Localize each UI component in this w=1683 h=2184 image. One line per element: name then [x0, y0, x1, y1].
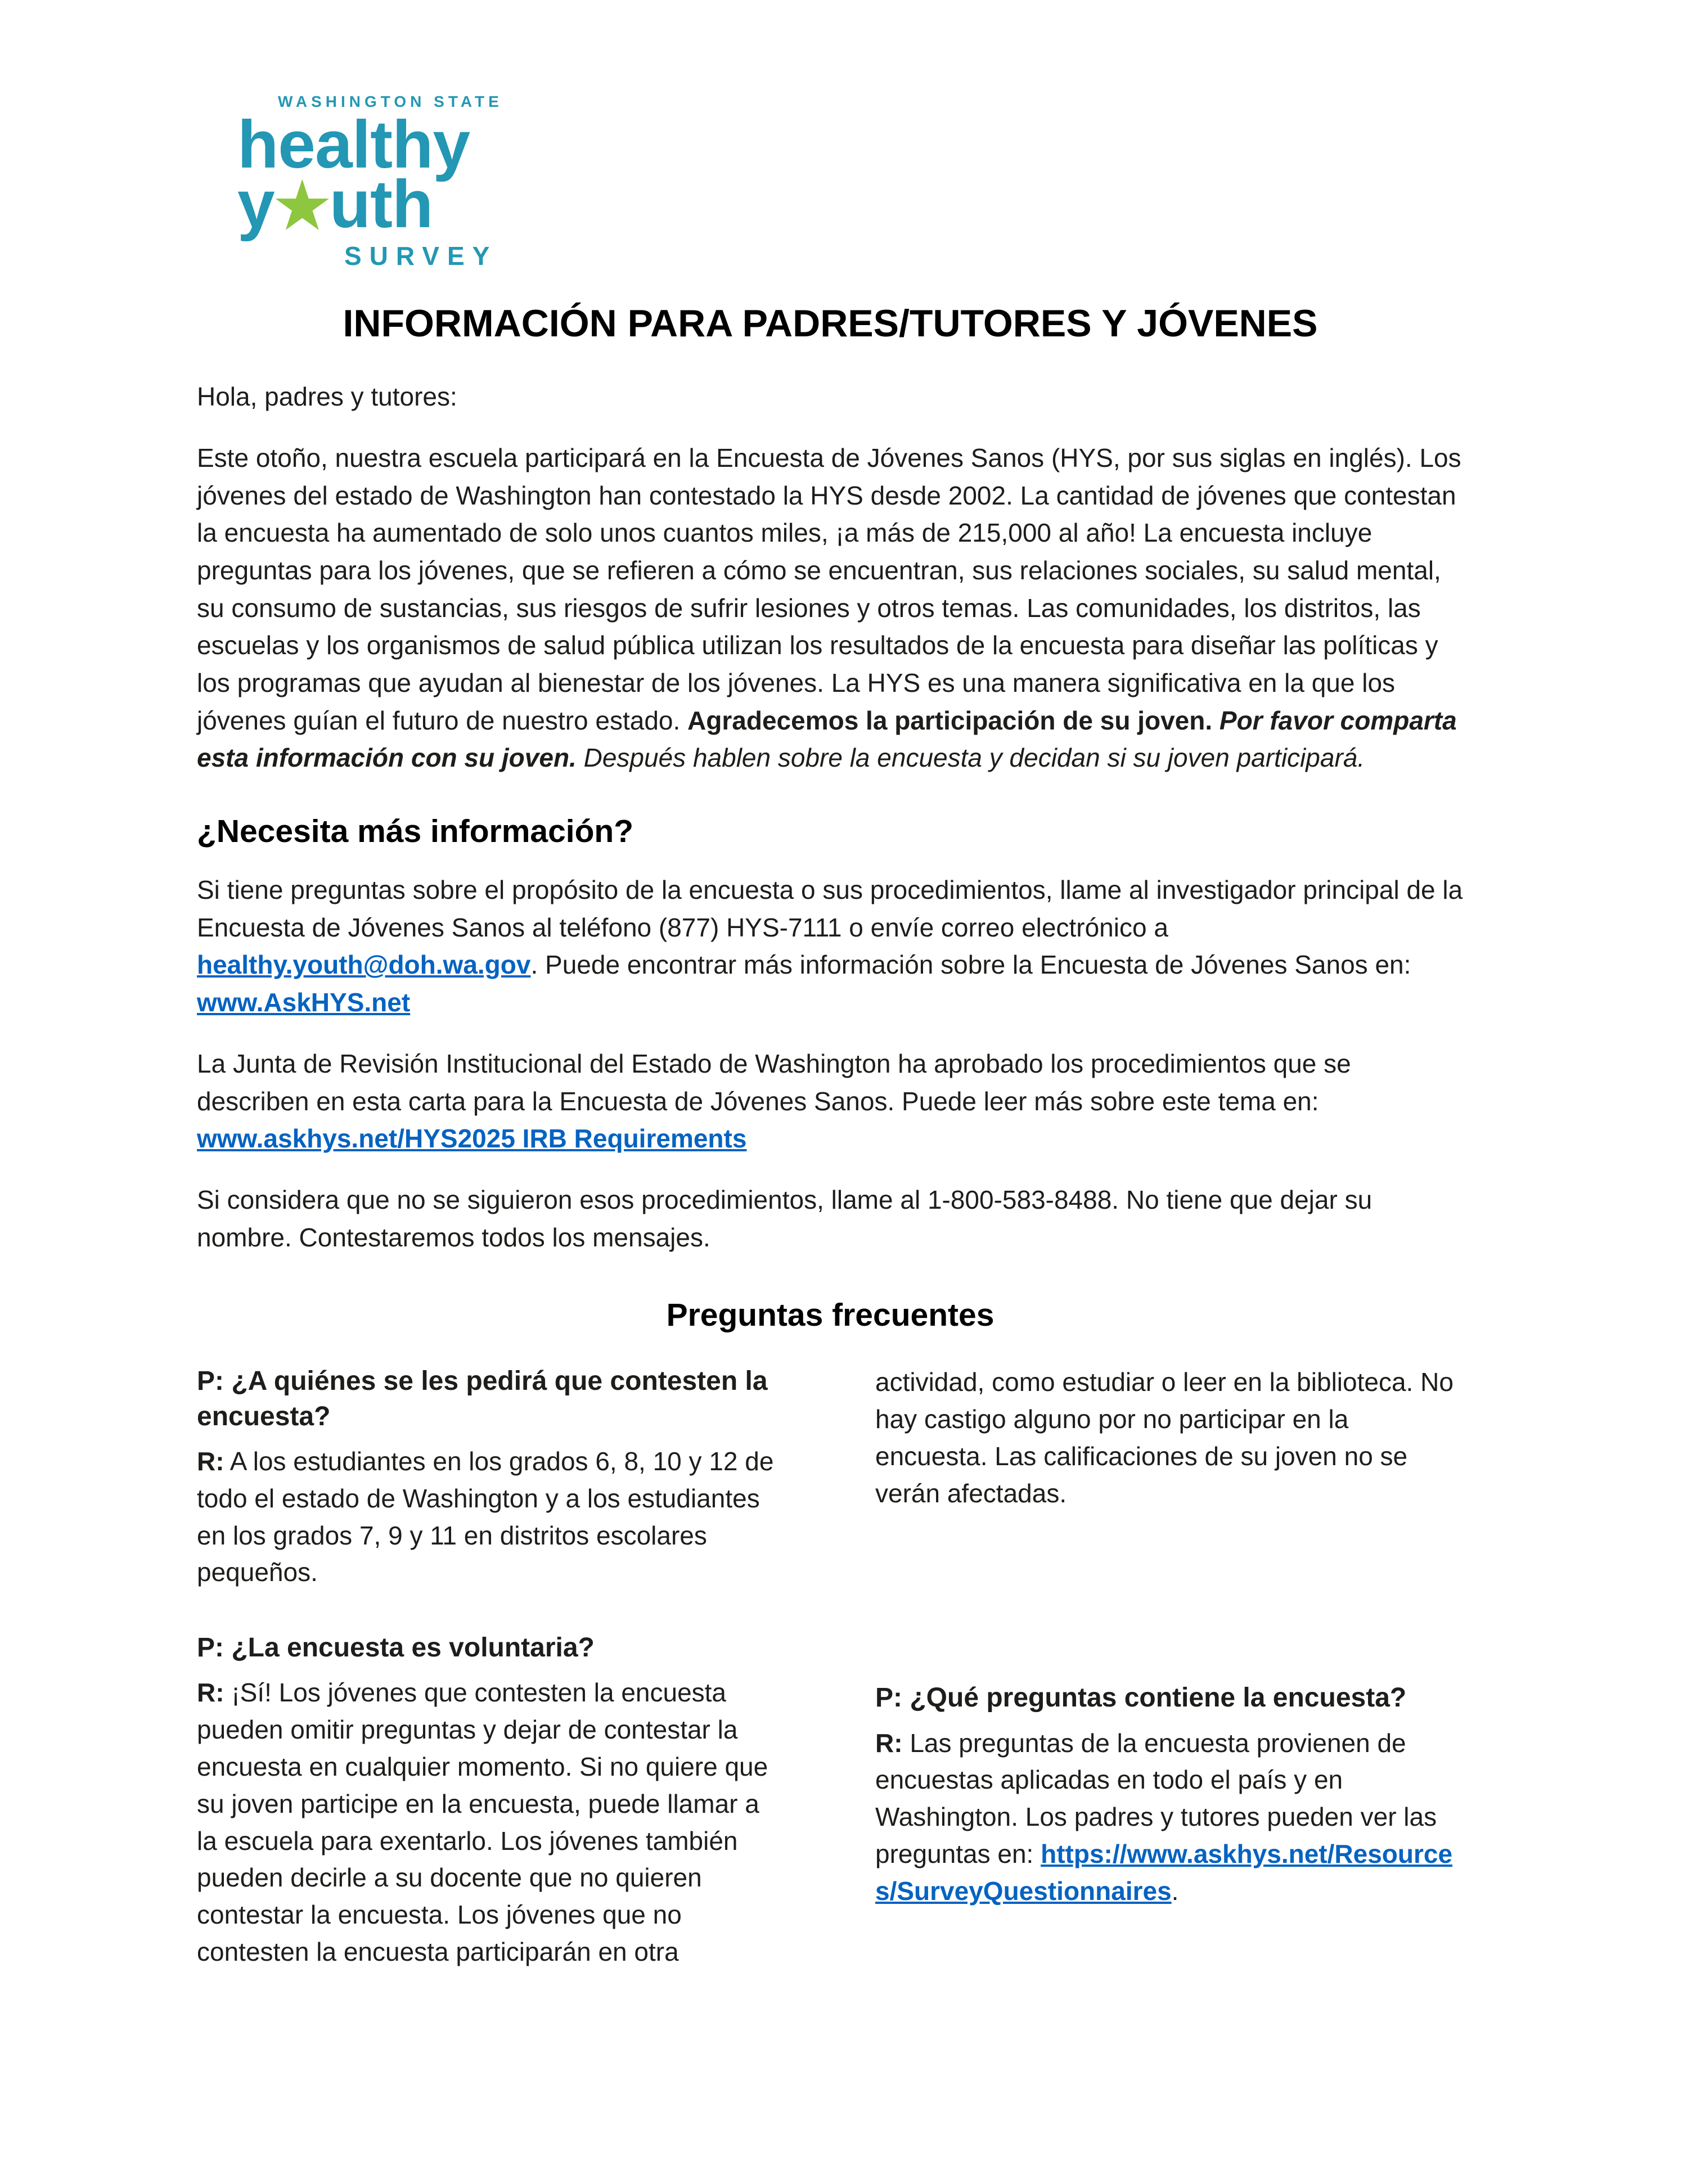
more-info-heading: ¿Necesita más información? [197, 813, 634, 850]
more-info-p2-text: La Junta de Revisión Institucional del Estado de Washington ha aprobado los procedimientos que se describen en esta carta para la Encuesta de Jóvenes Sanos. Puede leer más sobre este tema en: [197, 1048, 1351, 1116]
healthy-youth-survey-logo [237, 93, 1464, 271]
logo-youth-y: y [237, 166, 274, 242]
intro-bold-text: Agradecemos la participación de su joven. [687, 705, 1220, 735]
intro-bold-italic-text: Por favor comparta esta información con su joven. [197, 705, 1457, 773]
faq-question-1: P: ¿A quiénes se les pedirá que contesten la encuesta? [197, 1366, 768, 1431]
faq-answer-3-period: . [1171, 1876, 1179, 1906]
logo-tagline: WASHINGTON STATE [278, 93, 503, 110]
faq-left-column [197, 1364, 785, 1970]
logo-word-healthy: healthy [237, 107, 470, 182]
faq-answer-1-text: A los estudiantes en los grados 6, 8, 10 y 12 de todo el estado de Washington y a los estudiantes en los grados 7, 9 y 11 en distritos escolares pequeños. [197, 1447, 774, 1587]
greeting-paragraph: Hola, padres y tutores: [197, 382, 457, 412]
faq-answer-2-text: ¡Sí! Los jóvenes que contesten la encuesta pueden omitir preguntas y dejar de contestar la encuesta en cualquier momento. Si no quiere que su joven participe en la encuesta, puede llamar a la escuela para exentarlo. Los jóvenes también pueden decirle a su docente que no quieren contestar la encuesta. Los jóvenes que no contesten la encuesta participarán en otra [197, 1678, 768, 1966]
more-info-p1-text-a: Si tiene preguntas sobre el propósito de la encuesta o sus procedimientos, llame al investigador principal de la Encuesta de Jóvenes Sanos al teléfono (877) HYS-7111 o envíe correo electrónico a [197, 875, 1463, 942]
faq-answer-1-prefix: R: [197, 1447, 224, 1476]
faq-answer-2-prefix: R: [197, 1678, 224, 1708]
irb-requirements-link[interactable]: www.askhys.net/HYS2025 IRB Requirements [197, 1124, 747, 1154]
logo-youth-uth: uth [329, 166, 433, 242]
more-info-paragraph-3: Si considera que no se siguieron esos procedimientos, llame al 1-800-583-8488. No tiene que dejar su nombre. Contestaremos todos los mensajes. [197, 1185, 1372, 1252]
faq-columns [197, 1364, 1464, 1970]
faq-answer-2-continuation: actividad, como estudiar o leer en la biblioteca. No hay castigo alguno por no participar en la encuesta. Las calificaciones de su joven no se verán afectadas. [875, 1367, 1454, 1508]
intro-italic-text: Después hablen sobre la encuesta y decidan si su joven participará. [583, 743, 1365, 773]
faq-answer-3-text: Las preguntas de la encuesta provienen de encuestas aplicadas en todo el país y en Washington. Los padres y tutores pueden ver las preguntas en: [875, 1728, 1437, 1868]
faq-answer-3 [875, 1725, 1464, 1910]
star-icon: ★ [274, 171, 330, 241]
intro-text: Este otoño, nuestra escuela participará en la Encuesta de Jóvenes Sanos (HYS, por sus siglas en inglés). Los jóvenes del estado de Washington han contestado la HYS desde 2002. La cantidad de jóvenes que contestan la encuesta ha aumentado de solo unos cuantos miles, ¡a más de 215,000 al año! La encuesta incluye preguntas para los jóvenes, que se refieren a cómo se encuentran, sus relaciones sociales, su salud mental, su consumo de sustancias, sus riesgos de sufrir lesiones y otros temas. Las comunidades, los distritos, las escuelas y los organismos de salud pública utilizan los resultados de la encuesta para diseñar las políticas y los programas que ayudan al bienestar de los jóvenes. La HYS es una manera significativa en la que los jóvenes guían el futuro de nuestro estado. [197, 443, 1461, 735]
faq-block-q3 [875, 1681, 1464, 1910]
faq-answer-3-prefix: R: [875, 1728, 903, 1758]
email-link[interactable]: healthy.youth@doh.wa.gov [197, 950, 531, 980]
more-info-p1-text-b: . Puede encontrar más información sobre la Encuesta de Jóvenes Sanos en: [530, 950, 1411, 980]
faq-right-column [875, 1364, 1464, 1970]
logo-word-youth [237, 166, 1464, 242]
survey-questionnaires-link[interactable]: https://www.askhys.net/Resources/SurveyQuestionnaires [875, 1839, 1453, 1906]
logo-word-survey: SURVEY [344, 241, 498, 271]
faq-answer-2 [197, 1674, 785, 1970]
faq-heading: Preguntas frecuentes [666, 1297, 994, 1334]
more-info-paragraph-1 [197, 871, 1464, 1021]
faq-answer-1 [197, 1443, 785, 1591]
more-info-paragraph-2 [197, 1045, 1464, 1158]
askhys-link[interactable]: www.AskHYS.net [197, 988, 411, 1017]
faq-block-q1 [197, 1364, 785, 1591]
faq-question-2: P: ¿La encuesta es voluntaria? [197, 1633, 595, 1663]
faq-question-3: P: ¿Qué preguntas contiene la encuesta? [875, 1683, 1407, 1713]
intro-paragraph [197, 439, 1464, 777]
page-title: INFORMACIÓN PARA PADRES/TUTORES Y JÓVENES [343, 302, 1318, 345]
faq-block-q2 [197, 1631, 785, 1971]
